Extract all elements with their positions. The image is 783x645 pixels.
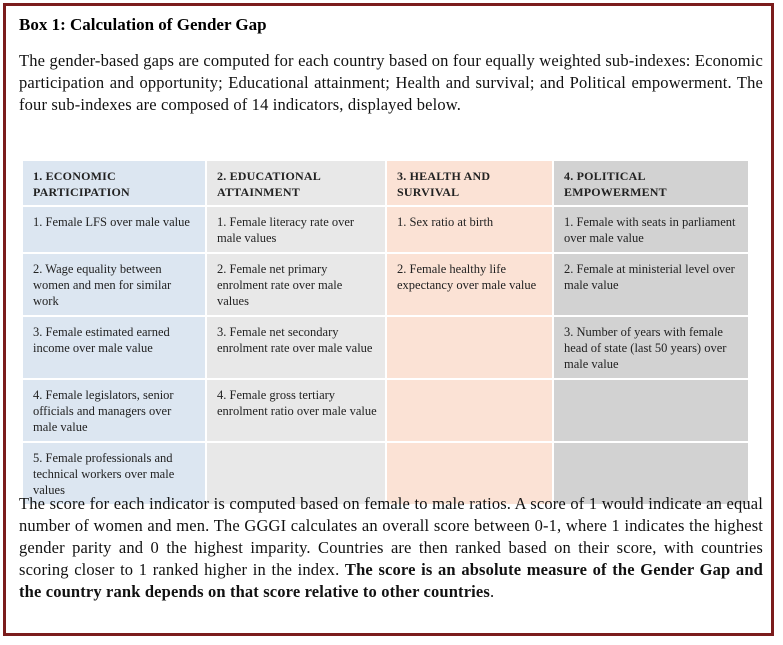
box-title: Box 1: Calculation of Gender Gap xyxy=(19,15,267,34)
table-cell: 1. Female literacy rate over male values xyxy=(206,206,386,253)
table-row xyxy=(22,253,749,316)
header-health-survival: 3. HEALTH AND SURVIVAL xyxy=(386,160,553,206)
table-cell xyxy=(386,379,553,442)
header-economic-participation: 1. ECONOMIC PARTICIPATION xyxy=(22,160,206,206)
conclusion-emphasis: The score is an absolute measure of the Gender Gap and the country rank depends on that score relative to other countries xyxy=(19,560,763,601)
table-cell: 2. Female net primary enrolment rate over male values xyxy=(206,253,386,316)
conclusion-end: . xyxy=(489,582,495,601)
header-political-empowerment: 4. POLITICAL EMPOWERMENT xyxy=(553,160,749,206)
table-cell: 5. Female professionals and technical workers over male values xyxy=(22,442,206,505)
table-cell: 3. Female net secondary enrolment rate over male value xyxy=(206,316,386,379)
table-row xyxy=(22,379,749,442)
table-cell: 3. Female estimated earned income over male value xyxy=(22,316,206,379)
table-cell: 2. Female healthy life expectancy over male value xyxy=(386,253,553,316)
table-cell xyxy=(553,379,749,442)
table-cell xyxy=(386,316,553,379)
intro-paragraph: The gender-based gaps are computed for each country based on four equally weighted sub-indexes: Economic participation and opportunity; Educational attainment; Health and survival; and Political empowerment. The four sub-indexes are composed of 14 indicators, displayed below. xyxy=(19,51,763,114)
table-row xyxy=(22,206,749,253)
table-cell: 4. Female gross tertiary enrolment ratio over male value xyxy=(206,379,386,442)
table-cell: 2. Female at ministerial level over male value xyxy=(553,253,749,316)
conclusion-text: The score for each indicator is computed based on female to male ratios. A score of 1 would indicate an equal number of women and men. The GGGI calculates an overall score between 0-1, where 1 indicates the highest gender parity and 0 the highest imparity. Countries are then ranked based on their score, with countries scoring closer to 1 ranked higher in the index. xyxy=(19,494,763,579)
table-cell: 1. Female LFS over male value xyxy=(22,206,206,253)
table-header-row xyxy=(22,160,749,206)
indicators-table xyxy=(21,159,750,506)
conclusion-paragraph xyxy=(19,493,763,603)
table-cell: 1. Female with seats in parliament over male value xyxy=(553,206,749,253)
table-cell: 2. Wage equality between women and men for similar work xyxy=(22,253,206,316)
table-cell: 1. Sex ratio at birth xyxy=(386,206,553,253)
table-cell: 4. Female legislators, senior officials and managers over male value xyxy=(22,379,206,442)
header-educational-attainment: 2. EDUCATIONAL ATTAINMENT xyxy=(206,160,386,206)
calculation-box xyxy=(3,3,774,636)
table-row xyxy=(22,316,749,379)
table-cell: 3. Number of years with female head of state (last 50 years) over male value xyxy=(553,316,749,379)
